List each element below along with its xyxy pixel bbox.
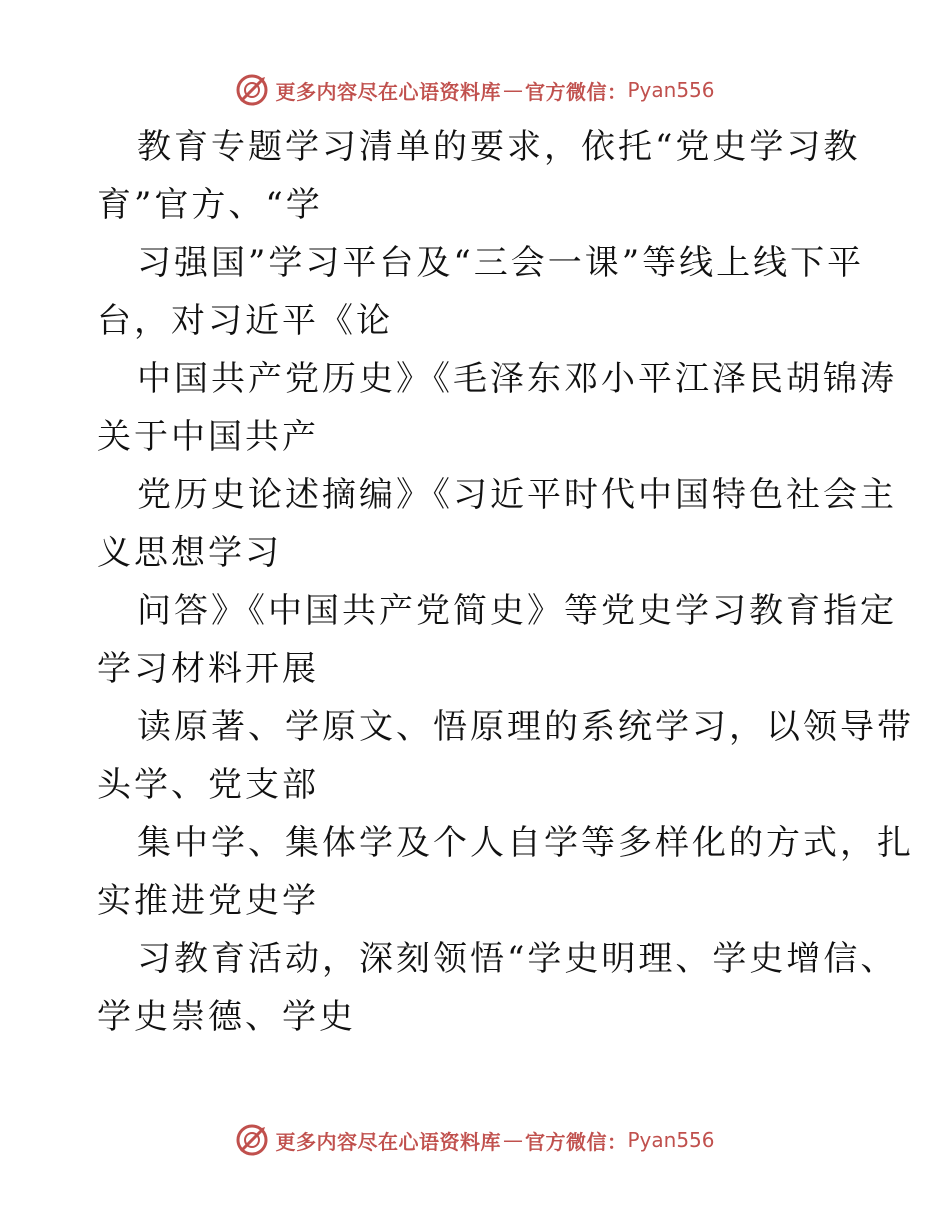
watermark-handle: Pyan556	[627, 1128, 715, 1152]
logo-icon	[235, 1123, 269, 1157]
line-text: 育”官方、“学	[97, 185, 323, 225]
logo-icon	[235, 73, 269, 107]
paragraph-line	[97, 350, 897, 466]
line-text: 台，对习近平《论	[97, 301, 393, 341]
watermark-separator: —	[502, 78, 523, 102]
paragraph-line	[97, 698, 914, 814]
line-text: 关于中国共产	[97, 417, 319, 457]
paragraph-line	[97, 466, 897, 582]
watermark-text: 更多内容尽在心语资料库	[275, 79, 501, 104]
line-text: 中国共产党历史》《毛泽东邓小平江泽民胡锦涛	[137, 359, 897, 399]
line-text: 读原著、学原文、悟原理的系统学习，以领导带	[137, 707, 914, 747]
line-text: 党历史论述摘编》《习近平时代中国特色社会主	[137, 475, 897, 515]
watermark-suffix: 官方微信：	[524, 79, 628, 104]
watermark-suffix: 官方微信：	[524, 1129, 628, 1154]
paragraph-line	[97, 118, 861, 234]
paragraph-line	[97, 930, 898, 1046]
document-body	[97, 118, 914, 1046]
line-text: 习强国”学习平台及“三会一课”等线上线下平	[137, 243, 865, 283]
watermark-separator: —	[502, 1128, 523, 1152]
line-text: 教育专题学习清单的要求，依托“党史学习教	[137, 127, 861, 167]
header-watermark	[0, 70, 950, 110]
line-text: 问答》《中国共产党简史》等党史学习教育指定	[137, 591, 897, 631]
line-text: 习教育活动，深刻领悟“学史明理、学史增信、	[137, 939, 898, 979]
paragraph-line	[97, 234, 865, 350]
paragraph-line	[97, 814, 914, 930]
line-text: 集中学、集体学及个人自学等多样化的方式，扎	[137, 823, 914, 863]
line-text: 头学、党支部	[97, 765, 319, 805]
watermark-text: 更多内容尽在心语资料库	[275, 1129, 501, 1154]
footer-watermark	[0, 1120, 950, 1160]
line-text: 实推进党史学	[97, 881, 319, 921]
paragraph-line	[97, 582, 897, 698]
watermark-handle: Pyan556	[627, 78, 715, 102]
line-text: 学习材料开展	[97, 649, 319, 689]
line-text: 义思想学习	[97, 533, 282, 573]
line-text: 学史崇德、学史	[97, 997, 356, 1037]
